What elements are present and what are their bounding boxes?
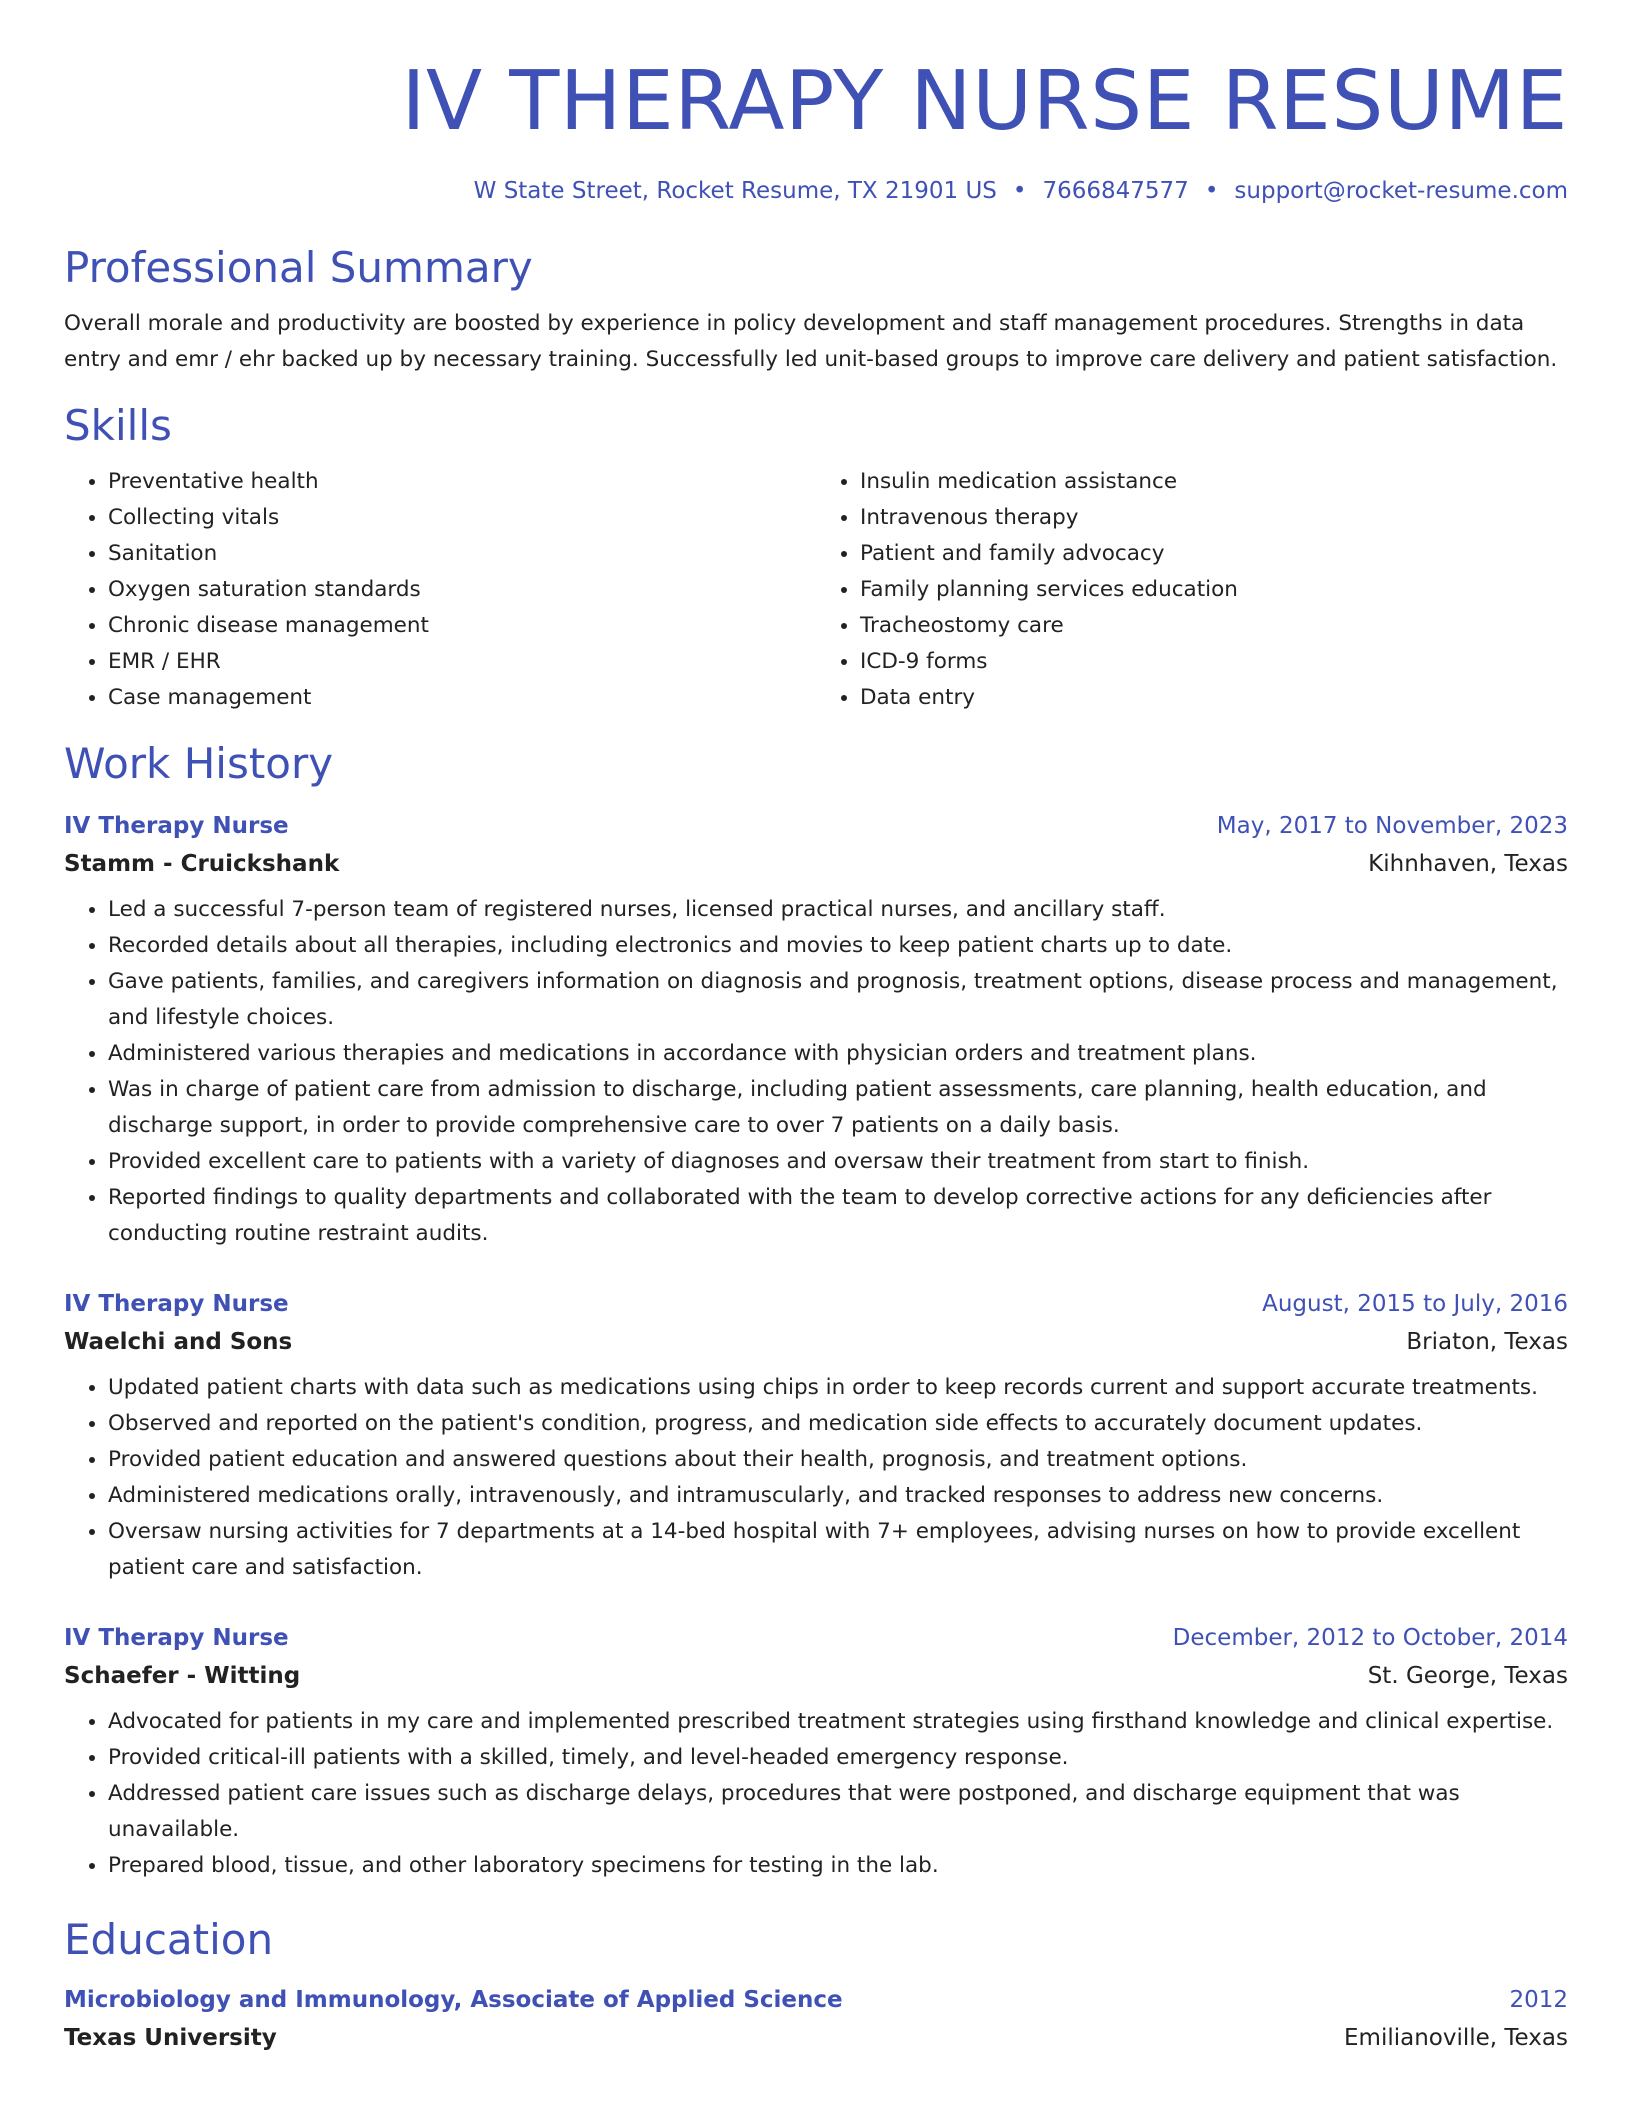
education-school-row bbox=[64, 2018, 1568, 2058]
contact-phone: 7666847577 bbox=[1042, 178, 1189, 204]
skill-item: • Intravenous therapy bbox=[860, 500, 1568, 536]
resume-title: IV THERAPY NURSE RESUME bbox=[401, 54, 1568, 149]
job-bullets bbox=[64, 892, 1568, 1252]
job-title: IV Therapy Nurse bbox=[64, 1625, 289, 1651]
job-dates: December, 2012 to October, 2014 bbox=[1172, 1625, 1568, 1651]
job-bullet: • Provided patient education and answered questions about their health, prognosis, and treatment options. bbox=[108, 1442, 1568, 1478]
skills-list-right bbox=[816, 464, 1568, 716]
job-bullet: • Prepared blood, tissue, and other laboratory specimens for testing in the lab. bbox=[108, 1848, 1568, 1884]
education-degree-row bbox=[64, 1982, 1568, 2018]
job-entry bbox=[64, 1286, 1568, 1586]
education-school: Texas University bbox=[64, 2025, 277, 2051]
job-location: Briaton, Texas bbox=[1406, 1329, 1568, 1355]
job-bullet: • Was in charge of patient care from admission to discharge, including patient assessments, care planning, health education, and discharge support, in order to provide comprehensive care to over 7 patients on a daily basis. bbox=[108, 1072, 1568, 1144]
job-company-row bbox=[64, 1322, 1568, 1362]
job-bullet: • Oversaw nursing activities for 7 departments at a 14-bed hospital with 7+ employees, advising nurses on how to provide excellent patient care and satisfaction. bbox=[108, 1514, 1568, 1586]
job-company: Schaefer - Witting bbox=[64, 1663, 301, 1689]
job-company: Stamm - Cruickshank bbox=[64, 851, 340, 877]
education-year: 2012 bbox=[1509, 1987, 1568, 2013]
skills-heading: Skills bbox=[64, 401, 172, 450]
skill-item: • Case management bbox=[108, 680, 816, 716]
job-bullet: • Reported findings to quality departments and collaborated with the team to develop corrective actions for any deficiencies after conducting routine restraint audits. bbox=[108, 1180, 1568, 1252]
job-bullets bbox=[64, 1370, 1568, 1586]
skill-item: • Data entry bbox=[860, 680, 1568, 716]
skill-item: • Insulin medication assistance bbox=[860, 464, 1568, 500]
job-company: Waelchi and Sons bbox=[64, 1329, 293, 1355]
job-title: IV Therapy Nurse bbox=[64, 1291, 289, 1317]
summary-text: Overall morale and productivity are boosted by experience in policy development and staff management procedures. Strengths in data entry and emr / ehr backed up by necessary training. Successfully led unit-based groups to improve care delivery and patient satisfaction. bbox=[64, 311, 1558, 372]
skill-item: • Chronic disease management bbox=[108, 608, 816, 644]
work-history-section bbox=[64, 738, 1568, 1884]
education-location: Emilianoville, Texas bbox=[1344, 2025, 1568, 2051]
skill-item: • Sanitation bbox=[108, 536, 816, 572]
job-company-row bbox=[64, 844, 1568, 884]
job-bullet: • Advocated for patients in my care and implemented prescribed treatment strategies using firsthand knowledge and clinical expertise. bbox=[108, 1704, 1568, 1740]
contact-separator: • bbox=[1204, 178, 1219, 204]
job-bullet: • Provided critical-ill patients with a skilled, timely, and level-headed emergency response. bbox=[108, 1740, 1568, 1776]
work-history-heading: Work History bbox=[64, 739, 334, 788]
job-title-row bbox=[64, 1286, 1568, 1322]
skill-item: • Patient and family advocacy bbox=[860, 536, 1568, 572]
job-bullet: • Observed and reported on the patient's condition, progress, and medication side effects to accurately document updates. bbox=[108, 1406, 1568, 1442]
skills-columns bbox=[64, 464, 1568, 716]
job-bullet: • Administered various therapies and medications in accordance with physician orders and treatment plans. bbox=[108, 1036, 1568, 1072]
job-bullet: • Recorded details about all therapies, including electronics and movies to keep patient charts up to date. bbox=[108, 928, 1568, 964]
resume-header bbox=[64, 0, 1568, 206]
education-entry bbox=[64, 1982, 1568, 2058]
job-company-row bbox=[64, 1656, 1568, 1696]
skill-item: • EMR / EHR bbox=[108, 644, 816, 680]
job-location: St. George, Texas bbox=[1367, 1663, 1568, 1689]
job-location: Kihnhaven, Texas bbox=[1368, 851, 1568, 877]
contact-line bbox=[64, 176, 1568, 206]
job-dates: August, 2015 to July, 2016 bbox=[1262, 1291, 1568, 1317]
skill-item: • Tracheostomy care bbox=[860, 608, 1568, 644]
summary-section bbox=[64, 242, 1568, 378]
job-entry bbox=[64, 1620, 1568, 1884]
skill-item: • Preventative health bbox=[108, 464, 816, 500]
job-bullet: • Addressed patient care issues such as discharge delays, procedures that were postponed, and discharge equipment that was unavailable. bbox=[108, 1776, 1568, 1848]
job-title-row bbox=[64, 808, 1568, 844]
job-bullet: • Administered medications orally, intravenously, and intramuscularly, and tracked responses to address new concerns. bbox=[108, 1478, 1568, 1514]
skill-item: • Oxygen saturation standards bbox=[108, 572, 816, 608]
skills-list-left bbox=[64, 464, 816, 716]
skills-section bbox=[64, 400, 1568, 716]
job-bullets bbox=[64, 1704, 1568, 1884]
job-bullet: • Provided excellent care to patients with a variety of diagnoses and oversaw their treatment from start to finish. bbox=[108, 1144, 1568, 1180]
contact-separator: • bbox=[1012, 178, 1027, 204]
summary-heading: Professional Summary bbox=[64, 243, 533, 292]
job-bullet: • Updated patient charts with data such as medications using chips in order to keep records current and support accurate treatments. bbox=[108, 1370, 1568, 1406]
contact-email: support@rocket-resume.com bbox=[1234, 178, 1568, 204]
skill-item: • Family planning services education bbox=[860, 572, 1568, 608]
job-bullet: • Led a successful 7-person team of registered nurses, licensed practical nurses, and ancillary staff. bbox=[108, 892, 1568, 928]
education-section bbox=[64, 1914, 1568, 2058]
job-title: IV Therapy Nurse bbox=[64, 813, 289, 839]
job-bullet: • Gave patients, families, and caregivers information on diagnosis and prognosis, treatment options, disease process and management, and lifestyle choices. bbox=[108, 964, 1568, 1036]
contact-address: W State Street, Rocket Resume, TX 21901 US bbox=[473, 178, 997, 204]
skill-item: • ICD-9 forms bbox=[860, 644, 1568, 680]
job-dates: May, 2017 to November, 2023 bbox=[1216, 813, 1568, 839]
job-entry bbox=[64, 808, 1568, 1252]
job-title-row bbox=[64, 1620, 1568, 1656]
education-degree: Microbiology and Immunology, Associate of Applied Science bbox=[64, 1987, 843, 2013]
skill-item: • Collecting vitals bbox=[108, 500, 816, 536]
education-heading: Education bbox=[64, 1915, 274, 1964]
